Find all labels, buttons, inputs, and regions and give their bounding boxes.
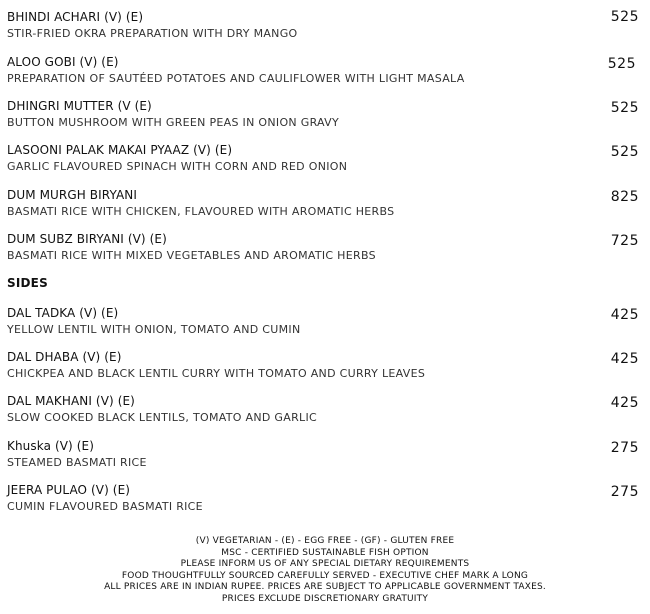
menu-item [7,439,639,469]
item-price: 425 [610,395,639,411]
item-description: PREPARATION OF SAUTÉED POTATOES AND CAULIFLOWER WITH LIGHT MASALA [7,72,465,85]
item-name: DAL DHABA (V) (E) [7,350,122,364]
item-description: CUMIN FLAVOURED BASMATI RICE [7,500,203,513]
item-description: BASMATI RICE WITH MIXED VEGETABLES AND AROMATIC HERBS [7,249,376,262]
item-description: YELLOW LENTIL WITH ONION, TOMATO AND CUMIN [7,323,301,336]
item-name: DAL MAKHANI (V) (E) [7,394,135,408]
item-description: STEAMED BASMATI RICE [7,456,147,469]
item-name: BHINDI ACHARI (V) (E) [7,10,144,24]
footer-msc-note: MSC - CERTIFIED SUSTAINABLE FISH OPTION [221,547,429,558]
item-description: GARLIC FLAVOURED SPINACH WITH CORN AND RED ONION [7,160,348,173]
item-price: 525 [607,56,636,72]
menu-item [7,10,639,40]
item-price: 525 [610,144,639,160]
menu-item [7,188,639,218]
footer-price-note: ALL PRICES ARE IN INDIAN RUPEE. PRICES ARE SUBJECT TO APPLICABLE GOVERNMENT TAXES. [104,582,546,593]
menu-item [7,143,639,173]
item-name: LASOONI PALAK MAKAI PYAAZ (V) (E) [7,143,233,157]
item-price: 425 [610,307,639,323]
item-description: BASMATI RICE WITH CHICKEN, FLAVOURED WITH AROMATIC HERBS [7,205,395,218]
item-price: 825 [610,189,639,205]
section-title-sides: SIDES [7,276,48,290]
item-description: STIR-FRIED OKRA PREPARATION WITH DRY MANGO [7,27,298,40]
item-price: 725 [610,233,639,249]
item-description: SLOW COOKED BLACK LENTILS, TOMATO AND GARLIC [7,411,317,424]
item-price: 275 [610,440,639,456]
footer-chef-credit: FOOD THOUGHTFULLY SOURCED CAREFULLY SERVED - EXECUTIVE CHEF MARK A LONG [121,570,529,581]
item-price: 525 [610,9,639,25]
item-name: DHINGRI MUTTER (V (E) [7,99,152,113]
menu-item [7,394,639,424]
menu-item [7,350,639,380]
menu-item [7,55,639,85]
menu-footer [0,536,650,606]
footer-dietary-note: PLEASE INFORM US OF ANY SPECIAL DIETARY REQUIREMENTS [180,559,470,570]
menu-item [7,99,639,129]
menu-item [7,232,639,262]
menu-item [7,483,639,513]
item-name: DUM MURGH BIRYANI [7,188,137,202]
item-price: 275 [610,484,639,500]
item-name: ALOO GOBI (V) (E) [7,55,119,69]
footer-legend: (V) VEGETARIAN - (E) - EGG FREE - (GF) - GLUTEN FREE [195,536,455,546]
item-price: 425 [610,351,639,367]
item-description: CHICKPEA AND BLACK LENTIL CURRY WITH TOMATO AND CURRY LEAVES [7,367,426,380]
footer-gratuity-note: PRICES EXCLUDE DISCRETIONARY GRATUITY [221,593,429,604]
item-price: 525 [610,100,639,116]
item-name: DUM SUBZ BIRYANI (V) (E) [7,232,167,246]
item-name: Khuska (V) (E) [7,439,94,453]
item-name: DAL TADKA (V) (E) [7,306,119,320]
item-name: JEERA PULAO (V) (E) [7,483,131,497]
item-description: BUTTON MUSHROOM WITH GREEN PEAS IN ONION GRAVY [7,116,340,129]
menu-item [7,306,639,336]
